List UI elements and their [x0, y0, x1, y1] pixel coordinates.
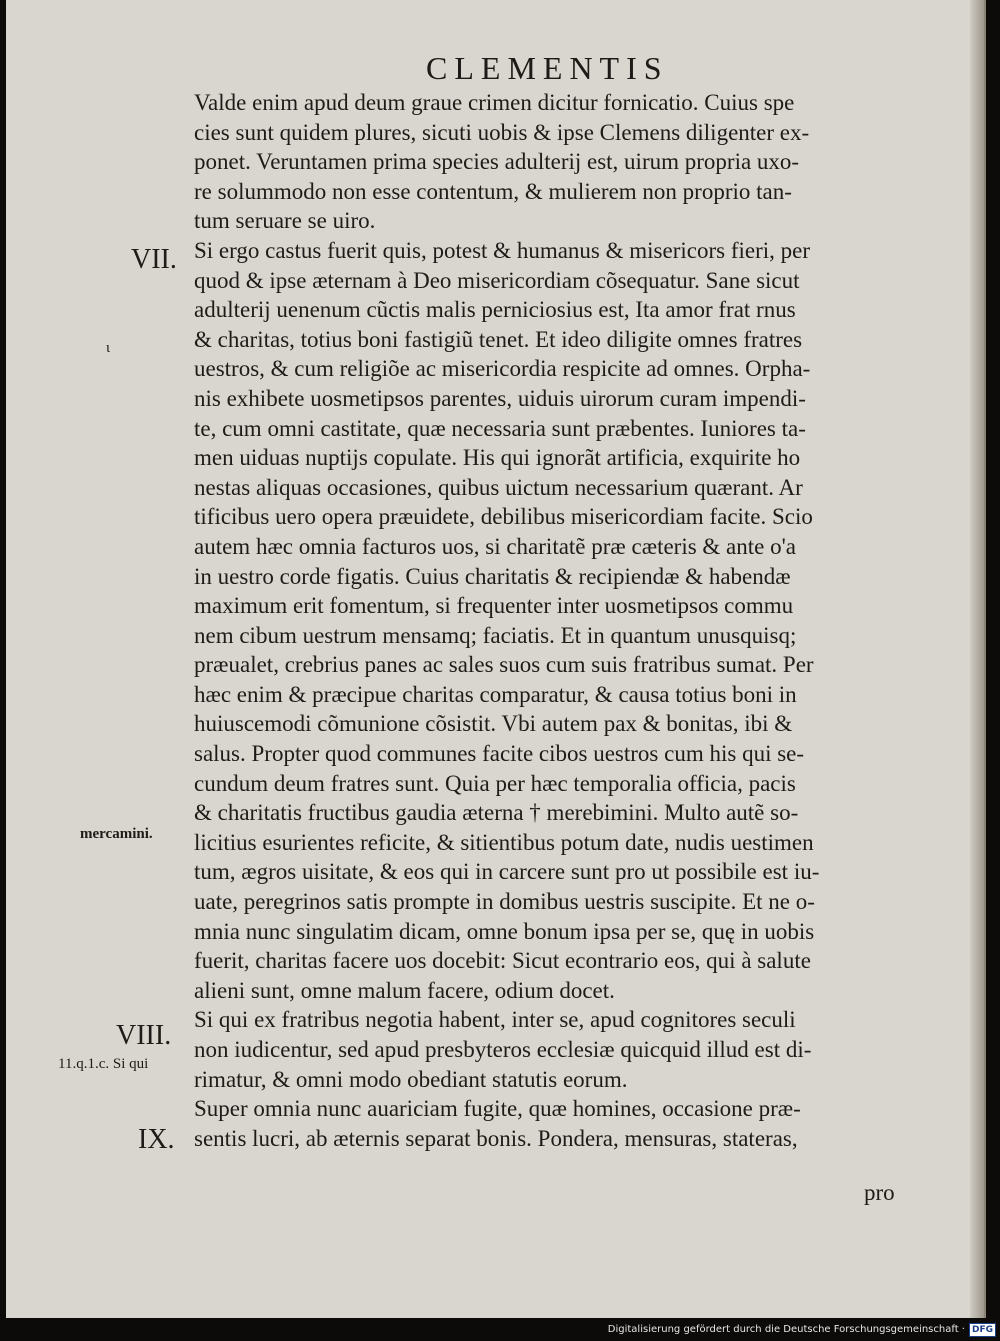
- margin-note-ref: 11.q.1.c. Si qui: [58, 1056, 149, 1072]
- text-line: hæc enim & præcipue charitas comparatur, & causa totius boni in: [194, 681, 797, 707]
- text-line: rimatur, & omni modo obediant statutis eorum.: [194, 1066, 628, 1092]
- text-line: maximum erit fomentum, si frequenter inter uosmetipsos commu: [194, 593, 794, 619]
- margin-number-ix: IX.: [138, 1124, 175, 1155]
- text-line: tum, ægros uisitate, & eos qui in carcere sunt pro ut possibile est iu-: [194, 859, 820, 885]
- text-line: sentis lucri, ab æternis separat bonis. Pondera, mensuras, stateras,: [194, 1125, 798, 1151]
- book-page: [6, 0, 986, 1318]
- text-line: Si ergo castus fuerit quis, potest & humanus & misericors fieri, per: [194, 237, 810, 263]
- text-line: præualet, crebrius panes ac sales suos cum suis fratribus sumat. Per: [194, 652, 814, 678]
- text-line: nestas aliquas occasiones, quibus uictum necessarium quærant. Ar: [194, 474, 803, 500]
- text-line: Super omnia nunc auariciam fugite, quæ homines, occasione præ-: [194, 1096, 801, 1122]
- text-line: & charitas, totius boni fastigiũ tenet. Et ideo diligite omnes fratres: [194, 326, 803, 352]
- text-line: in uestro corde figatis. Cuius charitatis & recipiendæ & habendæ: [194, 563, 791, 589]
- text-line: uestros, & cum religiõe ac misericordia respicite ad omnes. Orpha-: [194, 356, 811, 382]
- text-line: Si qui ex fratribus negotia habent, inter se, apud cognitores seculi: [194, 1007, 796, 1033]
- text-line: Valde enim apud deum graue crimen dicitur fornicatio. Cuius spe: [194, 90, 795, 115]
- text-line: re solummodo non esse contentum, & mulierem non proprio tan-: [194, 178, 792, 204]
- text-line: fuerit, charitas facere uos docebit: Sicut econtrario eos, qui à salute: [194, 948, 811, 974]
- text-line: tificibus uero opera præuidete, debilibus misericordiam facite. Scio: [194, 504, 813, 530]
- footer-text: Digitalisierung gefördert durch die Deutsche Forschungsgemeinschaft ·: [607, 1324, 965, 1335]
- corner-mark: [972, 14, 978, 20]
- text-line: quod & ipse æternam à Deo misericordiam cõsequatur. Sane sicut: [194, 267, 800, 293]
- text-line: alieni sunt, omne malum facere, odium docet.: [194, 977, 615, 1003]
- text-line: autem hæc omnia facturos uos, si charitatẽ præ cæteris & ante o'a: [194, 533, 796, 559]
- margin-note-mercamini: mercamini.: [80, 826, 153, 842]
- text-line: tum seruare se uiro.: [194, 208, 376, 234]
- dfg-logo: DFG: [969, 1323, 996, 1337]
- text-line: nis exhibete uosmetipsos parentes, uiduis uirorum curam impendi-: [194, 385, 806, 411]
- running-title: CLEMENTIS: [426, 50, 669, 86]
- text-block: [194, 88, 934, 1153]
- text-line: ponet. Veruntamen prima species adulterij est, uirum propria uxo-: [194, 149, 800, 175]
- text-line: mnia nunc singulatim dicam, omne bonum ipsa per se, quę in uobis: [194, 918, 815, 944]
- text-line: cundum deum fratres sunt. Quia per hæc temporalia officia, pacis: [194, 770, 796, 796]
- text-line: te, cum omni castitate, quæ necessaria sunt præbentes. Iuniores ta-: [194, 415, 806, 441]
- margin-number-viii: VIII.: [116, 1020, 172, 1051]
- text-line: huiuscemodi cõmunione cõsistit. Vbi autem pax & bonitas, ibi &: [194, 711, 793, 737]
- text-line: salus. Propter quod communes facite cibos uestros cum his qui se-: [194, 741, 805, 767]
- margin-number-vii: VII.: [131, 244, 177, 275]
- text-line: licitius esurientes reficite, & sitientibus potum date, nudis uestimen: [194, 829, 814, 855]
- catchword: pro: [864, 1180, 895, 1205]
- text-line: adulterij uenenum cũctis malis perniciosius est, Ita amor frat rnus: [194, 297, 796, 323]
- text-line: & charitatis fructibus gaudia æterna † merebimini. Multo autẽ so-: [194, 800, 799, 826]
- text-line: nem cibum uestrum mensamq; faciatis. Et in quantum unusquisq;: [194, 622, 797, 648]
- text-line: uate, peregrinos satis prompte in domibus uestris suscipite. Et ne o-: [194, 889, 815, 915]
- margin-mark: ι: [106, 340, 111, 356]
- text-line: cies sunt quidem plures, sicuti uobis & ipse Clemens diligenter ex-: [194, 119, 810, 145]
- digitization-footer: [608, 1323, 996, 1337]
- text-line: men uiduas nuptijs copulate. His qui ignorãt artificia, exquirite ho: [194, 445, 801, 471]
- text-line: non iudicentur, sed apud presbyteros ecclesiæ quicquid illud est di-: [194, 1037, 812, 1062]
